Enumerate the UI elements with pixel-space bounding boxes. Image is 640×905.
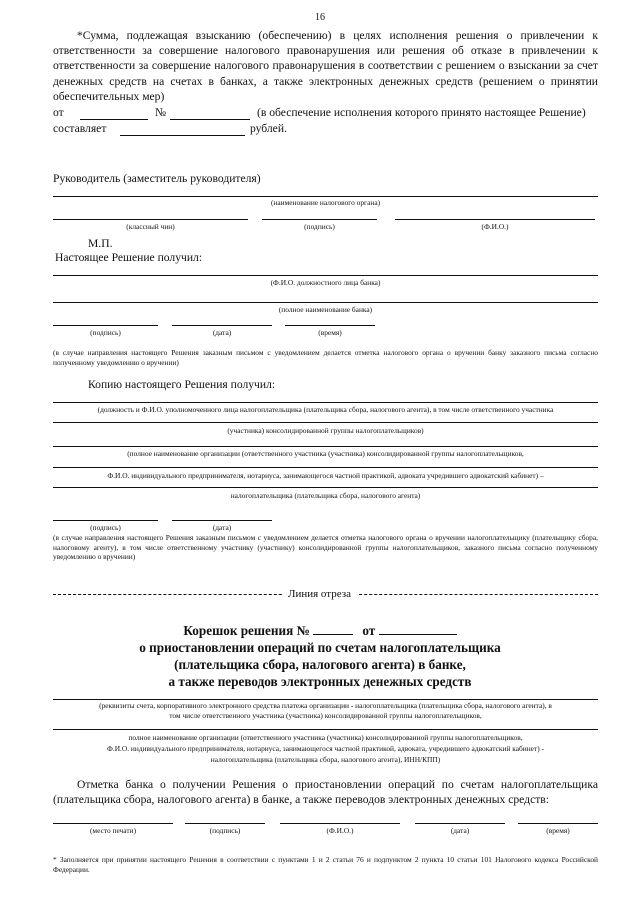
copy-signature-caption: (подпись) xyxy=(90,523,121,532)
seal-caption: (место печати) xyxy=(89,826,137,835)
copy-date-line[interactable] xyxy=(172,520,272,521)
copy-line-2[interactable] xyxy=(53,422,598,423)
copy-caption-5: налогоплательщика (плательщика сбора, налогового агента) xyxy=(230,491,421,500)
stub-org-caption-2: Ф.И.О. индивидуального предпринимателя, нотариуса, занимающегося частной практикой, адвоката, учредившего адвокатский кабинет) - xyxy=(107,744,544,753)
amount-label: составляет xyxy=(53,122,107,135)
signatory-heading: Руководитель (заместитель руководителя) xyxy=(53,172,261,185)
tax-org-line[interactable] xyxy=(53,196,598,197)
stub-org-line[interactable] xyxy=(53,729,598,730)
seal-line[interactable] xyxy=(53,823,173,824)
date-line[interactable] xyxy=(80,119,148,120)
stub-title-line-2: о приостановлении операций по счетам налогоплательщика xyxy=(139,640,501,655)
received-heading: Настоящее Решение получил: xyxy=(55,251,203,264)
stub-date-line[interactable] xyxy=(379,634,457,635)
bank-official-caption: (Ф.И.О. должностного лица банка) xyxy=(270,278,381,287)
number-label: № xyxy=(155,106,167,119)
received-time-line[interactable] xyxy=(285,325,375,326)
footnote: * Заполняется при принятии настоящего Решения в соответствии с пунктами 1 и 2 статьи 76 и подпунктом 2 пункта 10 статьи 101 Налогового кодекса Российской Федерации. xyxy=(53,855,598,874)
bank-name-caption: (полное наименование банка) xyxy=(278,305,373,314)
bank-name-line[interactable] xyxy=(53,302,598,303)
copy-caption-2: (участника) консолидированной группы налогоплательщиков) xyxy=(227,426,424,435)
copy-line-3[interactable] xyxy=(53,446,598,447)
stub-account-line[interactable] xyxy=(53,699,598,700)
received-date-caption: (дата) xyxy=(212,328,232,337)
received-signature-line[interactable] xyxy=(53,325,158,326)
rank-line[interactable] xyxy=(53,219,248,220)
stub-fio-caption: (Ф.И.О.) xyxy=(326,826,354,835)
fio-caption: (Ф.И.О.) xyxy=(481,222,509,231)
copy-signature-line[interactable] xyxy=(53,520,158,521)
sum-paragraph: *Сумма, подлежащая взысканию (обеспечению) в целях исполнения решения о привлечении к ответственности за совершение налогового правонарушения или решения об отказе в привлечении к ответственности за совершение налогового правонарушения в соответствии с решением о взыскании за счет денежных средств на счетах в банках, а также электронных денежных средств (решением о принятии обеспечительных мер) xyxy=(53,29,598,103)
signature-caption: (подпись) xyxy=(304,222,335,231)
copy-caption-1: (должность и Ф.И.О. уполномоченного лица налогоплательщика (плательщика сбора, налогового агента), в том числе ответственного участника xyxy=(97,405,554,414)
stub-org-caption-1: полное наименование организации (ответственного участника (участника) консолидированной группы налогоплательщиков, xyxy=(128,733,523,742)
cut-line-label: Линия отреза xyxy=(282,588,357,600)
signature-line[interactable] xyxy=(262,219,377,220)
stub-from-label: от xyxy=(362,623,376,638)
stub-title-line-4: а также переводов электронных денежных средств xyxy=(168,674,472,689)
stub-signature-line[interactable] xyxy=(185,823,265,824)
copy-line-4[interactable] xyxy=(53,467,598,468)
copy-received-heading: Копию настоящего Решения получил: xyxy=(88,378,276,391)
received-signature-caption: (подпись) xyxy=(90,328,121,337)
stamp-label: М.П. xyxy=(88,237,113,250)
tax-org-caption: (наименование налогового органа) xyxy=(270,198,381,207)
stub-number-label: Корешок решения № xyxy=(183,623,310,638)
stub-date-line-2[interactable] xyxy=(415,823,505,824)
stub-time-line[interactable] xyxy=(518,823,598,824)
stub-account-caption-1: (реквизиты счета, корпоративного электронного средства платежа организации - налогоплательщика (плательщика сбора, налогового агента), в xyxy=(99,701,552,710)
currency-label: рублей. xyxy=(250,122,287,135)
copy-caption-4: Ф.И.О. индивидуального предпринимателя, нотариуса, занимающегося частной практикой, адвоката учредившего адвокатский кабинет) – xyxy=(107,471,544,480)
stub-fio-line[interactable] xyxy=(280,823,400,824)
copy-line-5[interactable] xyxy=(53,487,598,488)
stub-title-line-3: (плательщика сбора, налогового агента) в банке, xyxy=(174,657,466,672)
stub-number-line[interactable] xyxy=(313,634,353,635)
page-number: 16 xyxy=(315,12,325,23)
stub-time-caption: (время) xyxy=(546,826,570,835)
copy-caption-3: (полное наименование организации (ответственного участника (участника) консолидированной группы налогоплательщиков, xyxy=(127,449,524,458)
copy-note: (в случае направления настоящего Решения заказным письмом с уведомлением делается отметка налогового органа о вручении налогоплательщику (плательщику сбора, налоговому агенту), в том числе ответственному участнику (участнику) консолидированной группы налогоплательщиков, заказного письма согласно полученному уведомлению о вручении) xyxy=(53,533,598,562)
copy-date-caption: (дата) xyxy=(212,523,232,532)
received-date-line[interactable] xyxy=(172,325,272,326)
received-note: (в случае направления настоящего Решения заказным письмом с уведомлением делается отметка налогового органа о вручении банку заказного письма согласно полученному уведомлению о вручении) xyxy=(53,348,598,367)
stub-account-caption-2: том числе ответственного участника (участника) консолидированной группы налогоплательщиков, xyxy=(169,711,482,720)
received-time-caption: (время) xyxy=(318,328,342,337)
stub-title-line-1 xyxy=(60,623,580,640)
copy-line-1[interactable] xyxy=(53,402,598,403)
purpose-text: (в обеспечение исполнения которого принято настоящее Решение) xyxy=(257,106,586,119)
stub-date-caption: (дата) xyxy=(450,826,470,835)
number-line[interactable] xyxy=(170,119,250,120)
from-label: от xyxy=(53,106,64,119)
bank-mark-text: Отметка банка о получении Решения о приостановлении операций по счетам налогоплательщика (плательщика сбора, налогового агента) в банке, а также переводов электронных денежных средств: xyxy=(53,778,598,807)
fio-line[interactable] xyxy=(395,219,595,220)
amount-line[interactable] xyxy=(120,135,245,136)
stub-org-caption-3: налогоплательщика (плательщика сбора, налогового агента), ИНН/КПП) xyxy=(210,755,441,764)
bank-official-line[interactable] xyxy=(53,275,598,276)
stub-signature-caption: (подпись) xyxy=(209,826,241,835)
rank-caption: (классный чин) xyxy=(126,222,175,231)
